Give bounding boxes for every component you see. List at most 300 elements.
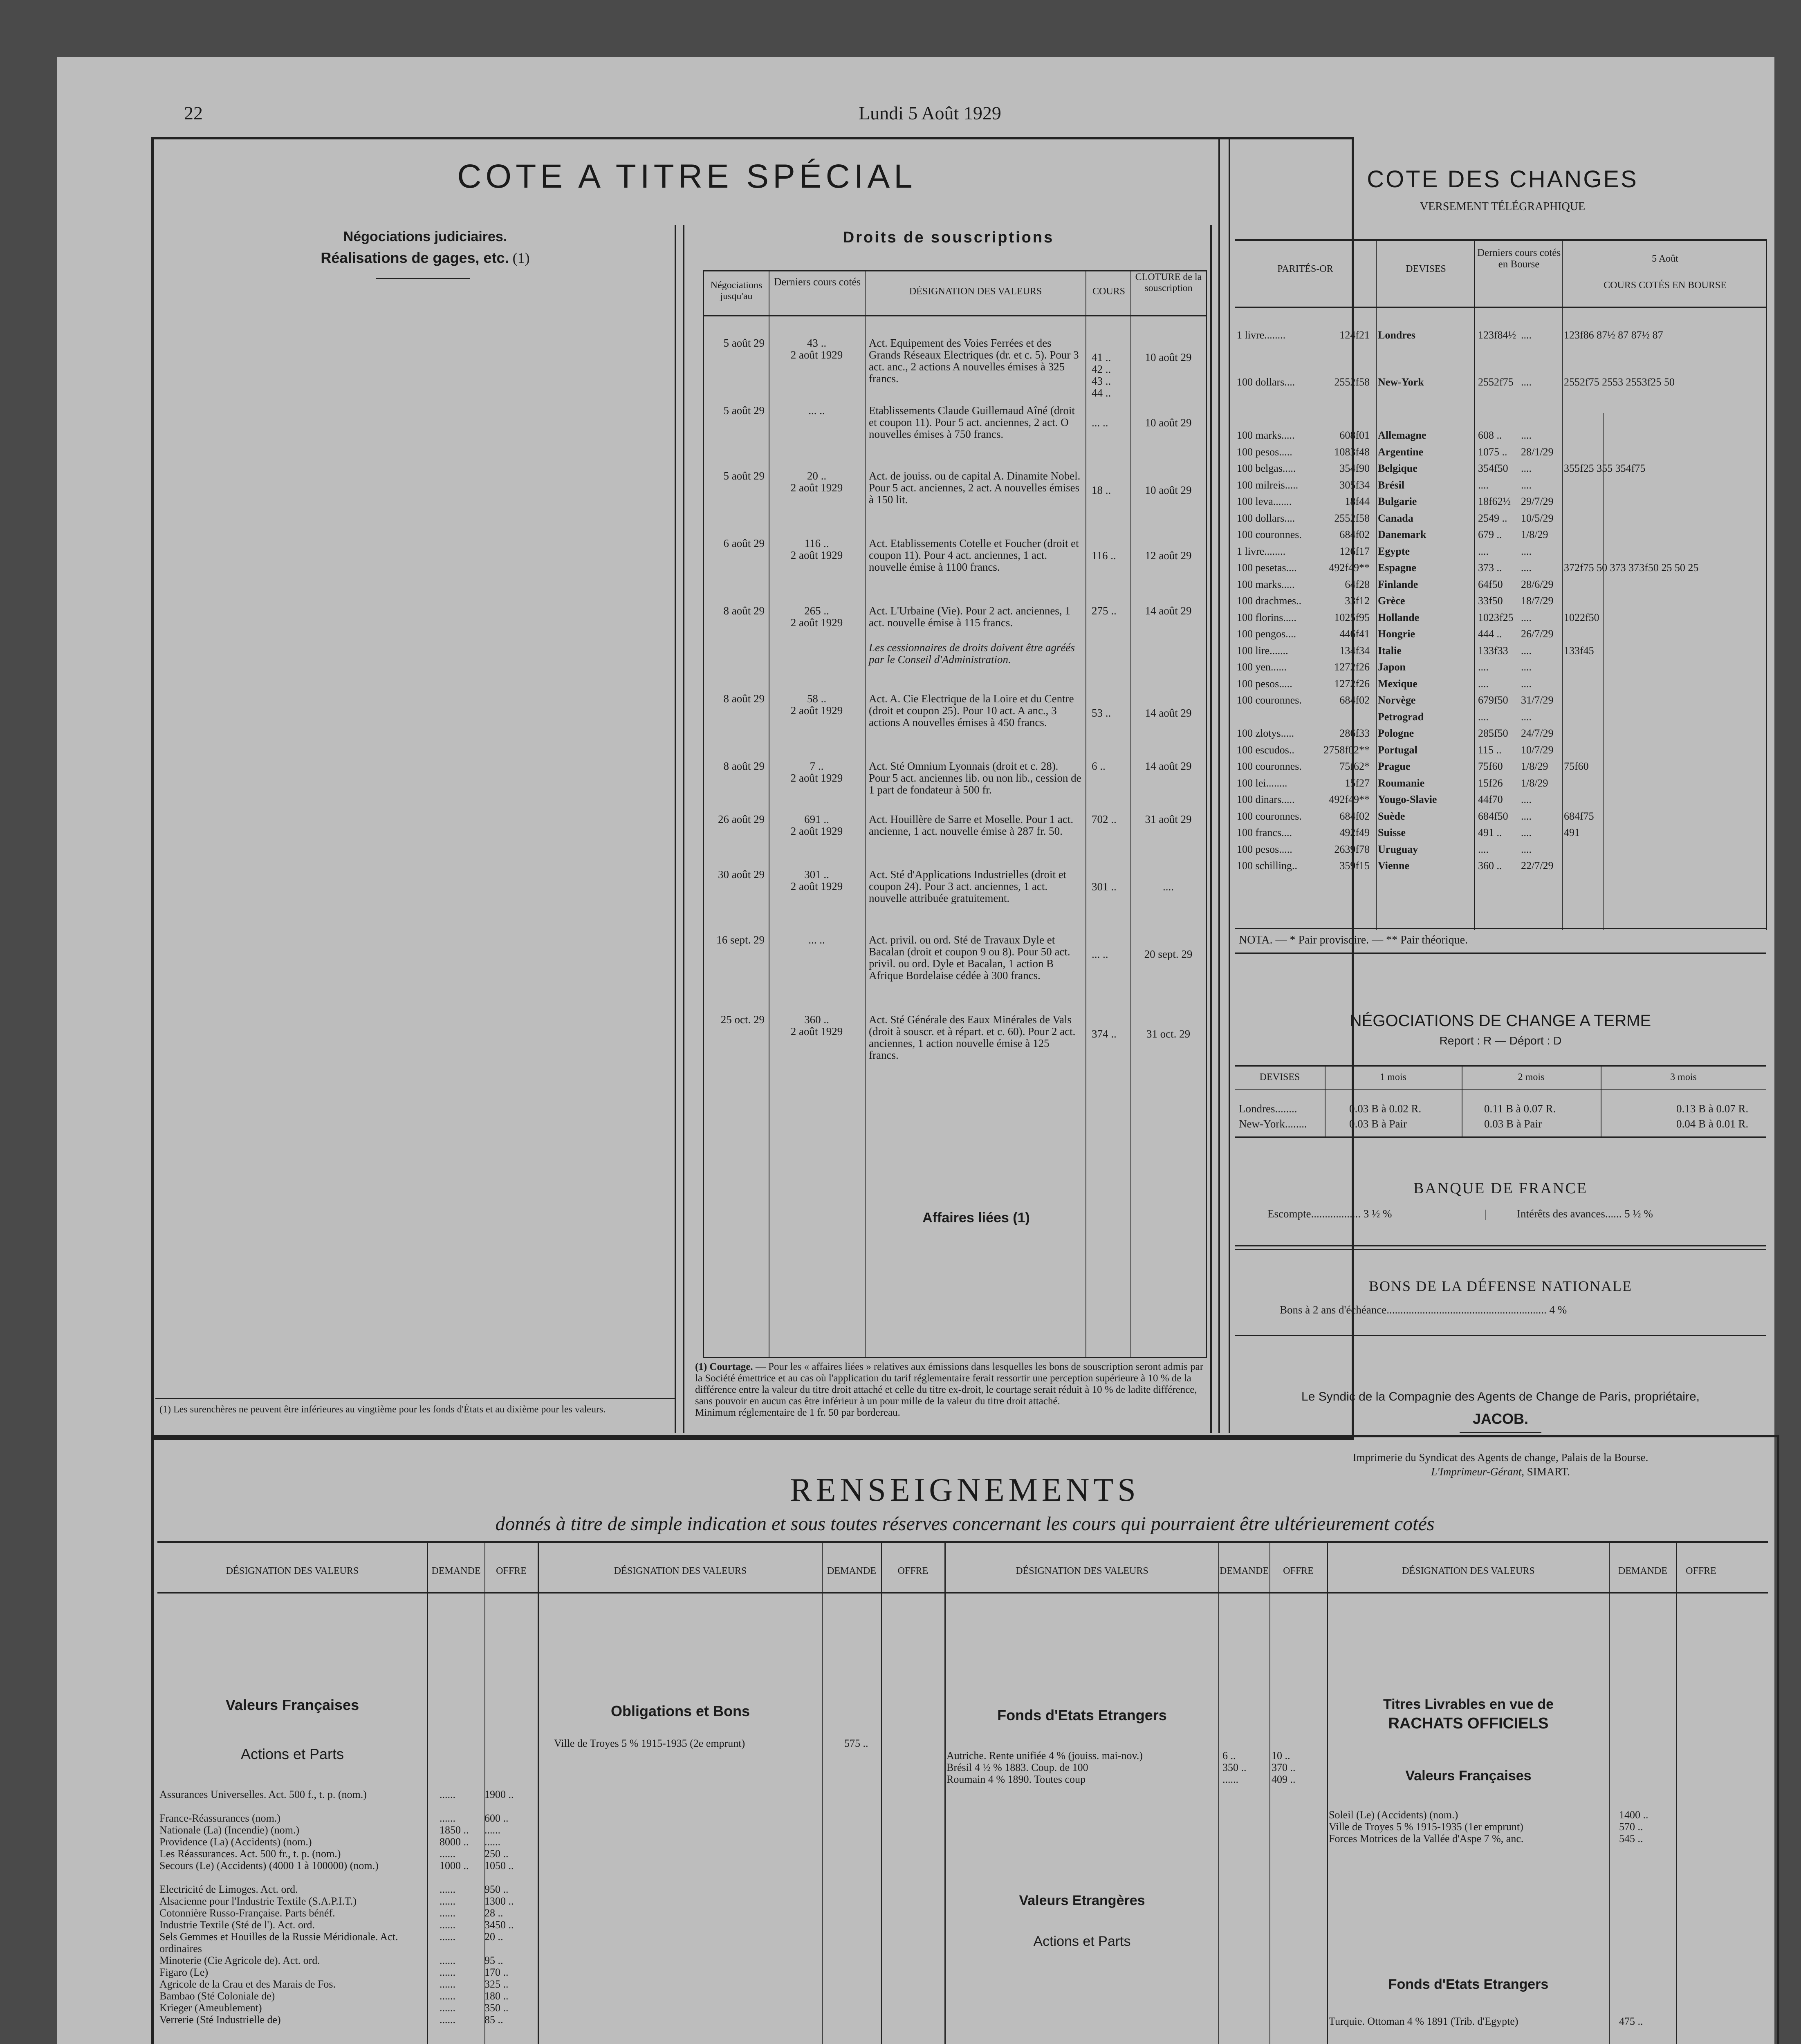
- parite-value: 492f49: [1339, 827, 1370, 838]
- parite-label: 100 marks.....: [1237, 578, 1295, 590]
- row-designation: Act. Sté Omnium Lyonnais (droit et c. 28). Pour 5 act. anciennes lib. ou non lib., cession de 1 part de fondateur à 500 fr.: [869, 760, 1081, 796]
- row-derniers: ... ..: [808, 404, 825, 417]
- row-cours: 41 .. 42 .. 43 .. 44 ..: [1092, 351, 1111, 399]
- ren-col1-row-label: Sels Gemmes et Houilles de la Russie Méridionale. Act. ordinaires: [159, 1931, 398, 1954]
- dernier-cours: 15f26: [1478, 777, 1503, 789]
- devise-name: Hollande: [1378, 611, 1420, 623]
- exchange-row: [1237, 777, 1736, 794]
- col-designation: DÉSIGNATION DES VALEURS: [909, 286, 1042, 297]
- cours-bourse: 133f45: [1564, 644, 1594, 657]
- ren-col1-row-label: Minoterie (Cie Agricole de). Act. ord.: [159, 1954, 320, 1966]
- ren-col1-row-demande: ......: [440, 1966, 455, 1978]
- devise-name: Norvège: [1378, 694, 1416, 706]
- ren-col3-row-demande: ......: [1222, 1773, 1238, 1785]
- exchange-row: [1237, 744, 1736, 761]
- cours-date: 10/5/29: [1521, 512, 1554, 524]
- cours-date: ....: [1521, 462, 1532, 474]
- row-derniers: 360 .. 2 août 1929: [790, 1013, 843, 1038]
- ren-col1-row-demande: ......: [440, 1954, 455, 1966]
- cours-date: 29/7/29: [1521, 495, 1554, 507]
- row-neg: 5 août 29: [723, 470, 765, 482]
- parite-value: 354f90: [1339, 462, 1370, 474]
- ren-col-designation: DÉSIGNATION DES VALEURS: [1402, 1566, 1535, 1576]
- row-derniers: ... ..: [808, 934, 825, 946]
- devise-name: Hongrie: [1378, 628, 1415, 640]
- ren-col1-row-label: Agricole de la Crau et des Marais de Fos.: [159, 1978, 336, 1990]
- dernier-cours: 18f62½: [1478, 495, 1511, 507]
- row-neg: 6 août 29: [723, 537, 765, 549]
- page-date: Lundi 5 Août 1929: [859, 103, 1001, 123]
- ren-col1-row-offre: 950 ..: [484, 1883, 509, 1895]
- changes-rows: [1237, 329, 1768, 934]
- ren-col1-row-demande: ......: [440, 1883, 455, 1895]
- ren-col1-row-label: Assurances Universelles. Act. 500 f., t. p. (nom.): [159, 1788, 367, 1800]
- neg-footnote: (1) Les surenchères ne peuvent être inférieures au vingtième pour les fonds d'États et au dixième pour les valeurs.: [159, 1404, 606, 1415]
- ren-col1-sub: Actions et Parts: [240, 1746, 344, 1762]
- devise-name: Bulgarie: [1378, 495, 1417, 507]
- devise-name: Uruguay: [1378, 843, 1418, 855]
- terme-col-2mois: 2 mois: [1518, 1072, 1545, 1083]
- syndic-line2: Imprimerie du Syndicat des Agents de change, Palais de la Bourse.: [1352, 1451, 1648, 1464]
- parite-label: 100 zlotys.....: [1237, 727, 1294, 739]
- ren-col1-row-demande: ......: [440, 1895, 455, 1907]
- col-cloture: CLOTURE de la souscription: [1135, 272, 1202, 294]
- neg-realisations-title: Réalisations de gages, etc. (1): [321, 249, 530, 266]
- row-designation: Act. Sté Générale des Eaux Minérales de Vals (droit à souscr. et à répart. et c. 60). Pour 2 act. anciennes, 1 action nouvelle émise à 125 francs.: [869, 1013, 1076, 1061]
- ren-col1-row-offre: 85 ..: [484, 2014, 503, 2026]
- banque-escompte: Escompte.................. 3 ½ %: [1267, 1208, 1392, 1220]
- exchange-row: [1237, 678, 1736, 695]
- newspaper-page: [57, 57, 1774, 2044]
- exchange-row: [1237, 645, 1736, 662]
- dernier-cours: 2549 ..: [1478, 512, 1507, 524]
- ren-col-offre: OFFRE: [1283, 1566, 1314, 1576]
- terme-title: NÉGOCIATIONS DE CHANGE A TERME: [1350, 1012, 1651, 1030]
- exchange-row: [1237, 429, 1736, 446]
- ren-col1-row-offre: 250 ..: [484, 1848, 509, 1860]
- parite-value: 286f33: [1339, 727, 1370, 739]
- exchange-row: [1237, 827, 1736, 844]
- parite-value: 492f49**: [1329, 793, 1370, 805]
- terme-col-1mois: 1 mois: [1380, 1072, 1406, 1083]
- exchange-row: [1237, 562, 1736, 579]
- ren-col-demande: DEMANDE: [431, 1566, 481, 1576]
- parite-label: 100 dollars....: [1237, 376, 1295, 388]
- parite-value: 684f02: [1339, 529, 1370, 540]
- row-designation: Act. Equipement des Voies Ferrées et des Grands Réseaux Electriques (dr. et c. 5). Pour 3 act. anc., 2 actions A nouvelles émises à 325 francs.: [869, 337, 1079, 385]
- parite-value: 124f21: [1339, 329, 1370, 341]
- cours-date: 24/7/29: [1521, 727, 1554, 739]
- terme-devise: Londres........: [1239, 1103, 1297, 1115]
- col-devises: DEVISES: [1406, 264, 1446, 274]
- parite-label: 100 couronnes.: [1237, 529, 1302, 540]
- parite-value: 305f34: [1339, 479, 1370, 491]
- cours-date: 28/1/29: [1521, 446, 1554, 458]
- exchange-row: [1237, 727, 1736, 744]
- devise-name: Argentine: [1378, 446, 1424, 458]
- dernier-cours: 44f70: [1478, 793, 1503, 805]
- ren-col3-heading2: Valeurs Etrangères: [1019, 1893, 1145, 1908]
- row-cloture: 10 août 29: [1145, 484, 1192, 496]
- devise-name: Prague: [1378, 760, 1411, 772]
- parite-value: 2552f58: [1334, 512, 1370, 524]
- ren-col3-row-label: Roumain 4 % 1890. Toutes coup: [946, 1773, 1086, 1785]
- row-derniers: 301 .. 2 août 1929: [790, 868, 843, 892]
- parite-label: 100 dinars.....: [1237, 793, 1295, 805]
- row-cours: 275 ..: [1092, 605, 1117, 617]
- parite-value: 684f02: [1339, 694, 1370, 706]
- dernier-cours: 354f50: [1478, 462, 1508, 474]
- ren-col1-row-demande: 8000 ..: [440, 1836, 469, 1848]
- exchange-row: [1237, 462, 1736, 480]
- ren-col4-row-demande: 545 ..: [1619, 1833, 1643, 1845]
- row-cours: 374 ..: [1092, 1028, 1117, 1040]
- ren-col1-row-demande: ......: [440, 2014, 455, 2026]
- courtage-note: (1) Courtage. — Pour les « affaires liées » relatives aux émissions dans lesquelles les bons de souscription seront admis par la Société émettrice et au cas où l'application du tarif réglementaire ferait ressortir une perception supérieure à 10 % de la différence entre la valeur du titre droit attaché et celle du titre ex-droit, le courtage serait réduit à 10 % de ladite différence, sans pouvoir en aucun cas être inférieur à un pour mille de la valeur du titre droit attaché. Minimum réglementaire de 1 fr. 50 par bordereau.: [695, 1361, 1204, 1418]
- parite-label: 1 livre........: [1237, 329, 1286, 341]
- ren-col2-row-demande: 575 ..: [844, 1737, 868, 1749]
- devise-name: Pologne: [1378, 727, 1414, 739]
- banque-sep: |: [1484, 1208, 1487, 1220]
- dernier-cours: 608 ..: [1478, 429, 1502, 441]
- ren-col1-row-demande: ......: [440, 1848, 455, 1860]
- parite-value: 2758f02**: [1323, 744, 1370, 756]
- exchange-row: [1237, 612, 1736, 629]
- dernier-cours: 133f33: [1478, 644, 1508, 657]
- ren-col1-row-offre: 95 ..: [484, 1954, 503, 1966]
- ren-col1-row-label: Cotonnière Russo-Française. Parts bénéf.: [159, 1907, 335, 1919]
- row-cloture: 31 oct. 29: [1146, 1028, 1191, 1040]
- cours-date: 18/7/29: [1521, 595, 1554, 607]
- exchange-row: [1237, 446, 1736, 463]
- exchange-row: [1237, 760, 1736, 778]
- devise-name: Londres: [1378, 329, 1415, 341]
- terme-value: 0.03 B à Pair: [1484, 1118, 1542, 1130]
- ren-col-designation: DÉSIGNATION DES VALEURS: [226, 1566, 359, 1576]
- ren-col3-row-label: Autriche. Rente unifiée 4 % (jouiss. mai-nov.): [946, 1750, 1143, 1762]
- ren-col1-row-label: Electricité de Limoges. Act. ord.: [159, 1883, 298, 1895]
- row-neg: 5 août 29: [723, 337, 765, 349]
- row-neg: 5 août 29: [723, 404, 765, 417]
- ren-col1-row-label: France-Réassurances (nom.): [159, 1812, 280, 1824]
- dernier-cours: 684f50: [1478, 810, 1508, 822]
- col-derniers: Derniers cours cotés: [774, 276, 861, 288]
- ren-col1-row-offre: 3450 ..: [484, 1919, 514, 1931]
- terme-value: 0.03 B à Pair: [1349, 1118, 1407, 1130]
- devise-name: Danemark: [1378, 529, 1426, 540]
- ren-col1-row-label: Bambao (Sté Coloniale de): [159, 1990, 275, 2002]
- changes-title: COTE DES CHANGES: [1367, 166, 1638, 193]
- devise-name: New-York: [1378, 376, 1424, 388]
- ren-col-designation: DÉSIGNATION DES VALEURS: [614, 1566, 747, 1576]
- row-derniers: 43 .. 2 août 1929: [790, 337, 843, 361]
- row-derniers: 116 .. 2 août 1929: [790, 537, 843, 561]
- syndic-name: JACOB.: [1472, 1410, 1529, 1427]
- devise-name: Suède: [1378, 810, 1405, 822]
- ren-col1-row-label: Verrerie (Sté Industrielle de): [159, 2014, 281, 2026]
- row-neg: 26 août 29: [718, 813, 765, 825]
- dernier-cours: 115 ..: [1478, 744, 1502, 756]
- ren-col4-row-label: Turquie. Ottoman 4 % 1891 (Trib. d'Egypte): [1329, 2015, 1518, 2027]
- devise-name: Egypte: [1378, 545, 1410, 557]
- row-cloture: 14 août 29: [1145, 605, 1192, 617]
- dernier-cours: 285f50: [1478, 727, 1508, 739]
- terme-value: 0.04 B à 0.01 R.: [1676, 1118, 1749, 1130]
- ren-col1-row-offre: ......: [484, 1824, 500, 1836]
- exchange-row: [1237, 545, 1736, 563]
- ren-col2-heading: Obligations et Bons: [610, 1703, 750, 1719]
- ren-col1-row-label: Les Réassurances. Act. 500 fr., t. p. (nom.): [159, 1848, 341, 1860]
- row-cours: 301 ..: [1092, 881, 1117, 893]
- ren-col1-row-offre: 180 ..: [484, 1990, 509, 2002]
- cours-date: ....: [1521, 661, 1532, 673]
- ren-col1-row-demande: ......: [440, 1990, 455, 2002]
- cours-date: ....: [1521, 793, 1532, 805]
- ren-col1-row-label: Figaro (Le): [159, 1966, 209, 1978]
- ren-col4-row-label: Ville de Troyes 5 % 1915-1935 (1er emprunt): [1329, 1821, 1523, 1833]
- devise-name: Belgique: [1378, 462, 1417, 474]
- exchange-row: [1237, 578, 1736, 596]
- ren-col4-row-demande: 1400 ..: [1619, 1809, 1648, 1821]
- syndic-line3: L'Imprimeur-Gérant, SIMART.: [1431, 1466, 1570, 1478]
- ren-col1-row-offre: ......: [484, 1836, 500, 1848]
- ren-col-designation: DÉSIGNATION DES VALEURS: [1016, 1566, 1148, 1576]
- ren-col-offre: OFFRE: [897, 1566, 929, 1576]
- renseignements-subtitle: donnés à titre de simple indication et sous toutes réserves concernant les cours qui pourraient être ultérieurement cotés: [495, 1513, 1435, 1535]
- row-derniers: 20 .. 2 août 1929: [790, 470, 843, 494]
- exchange-row: [1237, 479, 1736, 496]
- parite-label: 100 pesetas....: [1237, 562, 1297, 574]
- cours-date: ....: [1521, 710, 1532, 723]
- row-designation: Act. Houillère de Sarre et Moselle. Pour 1 act. ancienne, 1 act. nouvelle émise à 287 fr. 50.: [869, 813, 1074, 837]
- exchange-row: [1237, 495, 1736, 513]
- exchange-row: [1237, 810, 1736, 827]
- cours-date: 1/8/29: [1521, 777, 1548, 789]
- parite-label: 100 pesos.....: [1237, 843, 1292, 855]
- devise-name: Roumanie: [1378, 777, 1425, 789]
- row-neg: 30 août 29: [718, 868, 765, 881]
- cours-date: ....: [1521, 376, 1532, 388]
- cours-bourse: 1022f50: [1564, 611, 1599, 623]
- row-cloture: 10 août 29: [1145, 351, 1192, 363]
- ren-col4-row-label: Soleil (Le) (Accidents) (nom.): [1329, 1809, 1458, 1821]
- dernier-cours: 679 ..: [1478, 529, 1502, 540]
- dernier-cours: 2552f75: [1478, 376, 1514, 388]
- ren-col1-row-label: Secours (Le) (Accidents) (4000 1 à 100000) (nom.): [159, 1860, 379, 1871]
- cours-bourse: 123f86 87½ 87 87½ 87: [1564, 329, 1663, 341]
- parite-label: 100 leva.......: [1237, 495, 1292, 507]
- ren-col1-row-offre: 170 ..: [484, 1966, 509, 1978]
- ren-col4-row-demande: 570 ..: [1619, 1821, 1643, 1833]
- ren-col1-row-demande: ......: [440, 1788, 455, 1800]
- terme-devise: New-York........: [1239, 1118, 1307, 1130]
- cours-bourse: 75f60: [1564, 760, 1589, 772]
- parite-value: 75f62*: [1339, 760, 1370, 772]
- ren-col4-row-label: Forces Motrices de la Vallée d'Aspe 7 %, anc.: [1329, 1833, 1524, 1845]
- cours-bourse: 355f25 355 354f75: [1564, 462, 1646, 474]
- ren-col-offre: OFFRE: [1686, 1566, 1716, 1576]
- devise-name: Espagne: [1378, 562, 1416, 574]
- devise-name: Yougo-Slavie: [1378, 793, 1437, 805]
- row-designation: Act. Etablissements Cotelle et Foucher (droit et coupon 11). Pour 4 act. anciennes, 1 act. nouvelle émise à 1100 francs.: [869, 537, 1079, 573]
- dernier-cours: 491 ..: [1478, 827, 1502, 838]
- row-cloture: ....: [1163, 881, 1174, 893]
- cours-date: ....: [1521, 429, 1532, 441]
- row-cloture: 14 août 29: [1145, 707, 1192, 719]
- ren-col1-row-demande: 1000 ..: [440, 1860, 469, 1871]
- row-cloture: 20 sept. 29: [1144, 948, 1193, 960]
- ren-col1-row-label: Nationale (La) (Incendie) (nom.): [159, 1824, 300, 1836]
- devise-name: Petrograd: [1378, 710, 1424, 723]
- col-derniers-cours: Derniers cours cotés en Bourse: [1477, 247, 1561, 270]
- row-designation: Etablissements Claude Guillemaud Aîné (droit et coupon 11). Pour 5 act. anciennes, 2 act. O nouvelles émises à 750 francs.: [869, 404, 1075, 440]
- neg-judiciaires-title: Négociations judiciaires.: [343, 229, 507, 244]
- dernier-cours: 1023f25: [1478, 611, 1514, 623]
- devise-name: Vienne: [1378, 860, 1410, 872]
- parite-value: 1272f26: [1334, 661, 1370, 673]
- cours-date: ....: [1521, 827, 1532, 838]
- dernier-cours: ....: [1478, 661, 1489, 673]
- row-designation: Act. Sté d'Applications Industrielles (droit et coupon 24). Pour 3 act. anciennes, 1 act. nouvelle attribuée gratuitement.: [869, 868, 1067, 904]
- ren-col1-row-demande: ......: [440, 1931, 455, 1943]
- dernier-cours: 373 ..: [1478, 562, 1502, 574]
- exchange-row: [1237, 694, 1736, 711]
- row-designation: Act. L'Urbaine (Vie). Pour 2 act. anciennes, 1 act. nouvelle émise à 115 francs.: [869, 605, 1070, 629]
- terme-col-devises: DEVISES: [1259, 1072, 1300, 1083]
- exchange-row: [1237, 711, 1736, 728]
- cours-bourse: 372f75 50 373 373f50 25 50 25: [1564, 562, 1699, 574]
- exchange-row: [1237, 661, 1736, 678]
- ren-col4-row-demande: 475 ..: [1619, 2015, 1643, 2027]
- devise-name: Grèce: [1378, 595, 1405, 607]
- exchange-row: [1237, 628, 1736, 645]
- dernier-cours: ....: [1478, 710, 1489, 723]
- ren-col1-row-offre: 20 ..: [484, 1931, 503, 1943]
- cours-date: 31/7/29: [1521, 694, 1554, 706]
- cours-date: ....: [1521, 677, 1532, 690]
- cote-special-title: COTE A TITRE SPÉCIAL: [457, 158, 917, 195]
- ren-col1-row-offre: 28 ..: [484, 1907, 503, 1919]
- ren-col4-heading-a: Titres Livrables en vue de: [1383, 1697, 1554, 1712]
- cours-bourse: 2552f75 2553 2553f25 50: [1564, 376, 1675, 388]
- parite-label: 100 francs....: [1237, 827, 1292, 838]
- dernier-cours: ....: [1478, 545, 1489, 557]
- cours-bourse: 684f75: [1564, 810, 1594, 822]
- ren-col1-row-demande: 1850 ..: [440, 1824, 469, 1836]
- cours-date: ....: [1521, 843, 1532, 855]
- parite-label: 100 pesos.....: [1237, 677, 1292, 690]
- devise-name: Finlande: [1378, 578, 1418, 590]
- cours-date: ....: [1521, 611, 1532, 623]
- cours-date: 1/8/29: [1521, 529, 1548, 540]
- parite-label: 100 yen......: [1237, 661, 1287, 673]
- ren-col1-row-demande: ......: [440, 2002, 455, 2014]
- row-neg: 16 sept. 29: [716, 934, 765, 946]
- row-cloture: 12 août 29: [1145, 549, 1192, 562]
- exchange-row: [1237, 376, 1736, 393]
- exchange-row: [1237, 793, 1736, 811]
- exchange-row: [1237, 329, 1736, 346]
- syndic-line1: Le Syndic de la Compagnie des Agents de Change de Paris, propriétaire,: [1301, 1390, 1700, 1403]
- terme-subtitle: Report : R — Déport : D: [1439, 1034, 1562, 1047]
- parite-label: 100 dollars....: [1237, 512, 1295, 524]
- changes-subtitle: VERSEMENT TÉLÉGRAPHIQUE: [1420, 200, 1586, 213]
- parite-label: 1 livre........: [1237, 545, 1286, 557]
- exchange-row: [1237, 595, 1736, 612]
- dernier-cours: 75f60: [1478, 760, 1503, 772]
- ren-col-demande: DEMANDE: [1220, 1566, 1269, 1576]
- parite-label: 100 escudos..: [1237, 744, 1294, 756]
- cours-date: ....: [1521, 479, 1532, 491]
- cours-date: ....: [1521, 562, 1532, 574]
- parite-value: 446f41: [1339, 628, 1370, 640]
- cours-date: ....: [1521, 545, 1532, 557]
- row-derniers: 7 .. 2 août 1929: [790, 760, 843, 784]
- exchange-row: [1237, 860, 1736, 877]
- row-derniers: 691 .. 2 août 1929: [790, 813, 843, 837]
- col-parites: PARITÉS-OR: [1277, 264, 1333, 274]
- row-neg: 8 août 29: [723, 760, 765, 772]
- parite-value: 492f49**: [1329, 562, 1370, 574]
- devise-name: Suisse: [1378, 827, 1406, 838]
- parite-label: 100 couronnes.: [1237, 694, 1302, 706]
- ren-col4-sub1: Valeurs Françaises: [1405, 1768, 1532, 1784]
- ren-col1-row-label: Krieger (Ameublement): [159, 2002, 262, 2014]
- row-derniers: 265 .. 2 août 1929: [790, 605, 843, 629]
- ren-col1-row-demande: ......: [440, 1919, 455, 1931]
- parite-value: 1083f48: [1334, 446, 1370, 458]
- devise-name: Portugal: [1378, 744, 1417, 756]
- changes-nota: NOTA. — * Pair provisoire. — ** Pair théorique.: [1239, 934, 1468, 946]
- row-note: Les cessionnaires de droits doivent être agréés par le Conseil d'Administration.: [869, 641, 1075, 666]
- parite-label: 100 pengos....: [1237, 628, 1296, 640]
- ren-col1-row-offre: 1900 ..: [484, 1788, 514, 1800]
- exchange-row: [1237, 529, 1736, 546]
- ren-col1-row-offre: 600 ..: [484, 1812, 509, 1824]
- exchange-row: [1237, 843, 1736, 861]
- col-cours-bourse: COURS COTÉS EN BOURSE: [1604, 280, 1727, 291]
- parite-value: 1272f26: [1334, 677, 1370, 690]
- dernier-cours: 360 ..: [1478, 860, 1502, 872]
- ren-col1-row-label: Industrie Textile (Sté de l'). Act. ord.: [159, 1919, 315, 1931]
- parite-label: 100 belgas.....: [1237, 462, 1296, 474]
- ren-col3-row-offre: 10 ..: [1272, 1750, 1290, 1762]
- row-designation: Act. A. Cie Electrique de la Loire et du Centre (droit et coupon 25). Pour 10 act. A anc., 3 actions A nouvelles émises à 450 francs.: [869, 693, 1074, 728]
- cours-date: ....: [1521, 329, 1532, 341]
- parite-value: 2639f78: [1334, 843, 1370, 855]
- ren-col3-row-demande: 6 ..: [1222, 1750, 1236, 1762]
- ren-col3-row-demande: 350 ..: [1222, 1762, 1247, 1773]
- ren-col3-row-offre: 370 ..: [1272, 1762, 1296, 1773]
- dernier-cours: 1075 ..: [1478, 446, 1507, 458]
- dernier-cours: ....: [1478, 843, 1489, 855]
- parite-value: 126f17: [1339, 545, 1370, 557]
- devise-name: Canada: [1378, 512, 1413, 524]
- terme-value: 0.03 B à 0.02 R.: [1349, 1103, 1422, 1115]
- row-designation: Act. de jouiss. ou de capital A. Dinamite Nobel. Pour 5 act. anciennes, 2 act. A nouvelles émises à 150 lit.: [869, 470, 1081, 506]
- terme-value: 0.13 B à 0.07 R.: [1676, 1103, 1749, 1115]
- ren-col3-row-offre: 409 ..: [1272, 1773, 1296, 1785]
- devise-name: Mexique: [1378, 677, 1417, 690]
- banque-avances: Intérêts des avances...... 5 ½ %: [1517, 1208, 1653, 1220]
- cours-date: 10/7/29: [1521, 744, 1554, 756]
- col-cours: COURS: [1092, 286, 1126, 297]
- exchange-row: [1237, 512, 1736, 529]
- terme-col-3mois: 3 mois: [1670, 1072, 1697, 1083]
- ren-col3-heading: Fonds d'Etats Etrangers: [997, 1707, 1167, 1724]
- row-cloture: 14 août 29: [1145, 760, 1192, 772]
- parite-label: 100 lei........: [1237, 777, 1287, 789]
